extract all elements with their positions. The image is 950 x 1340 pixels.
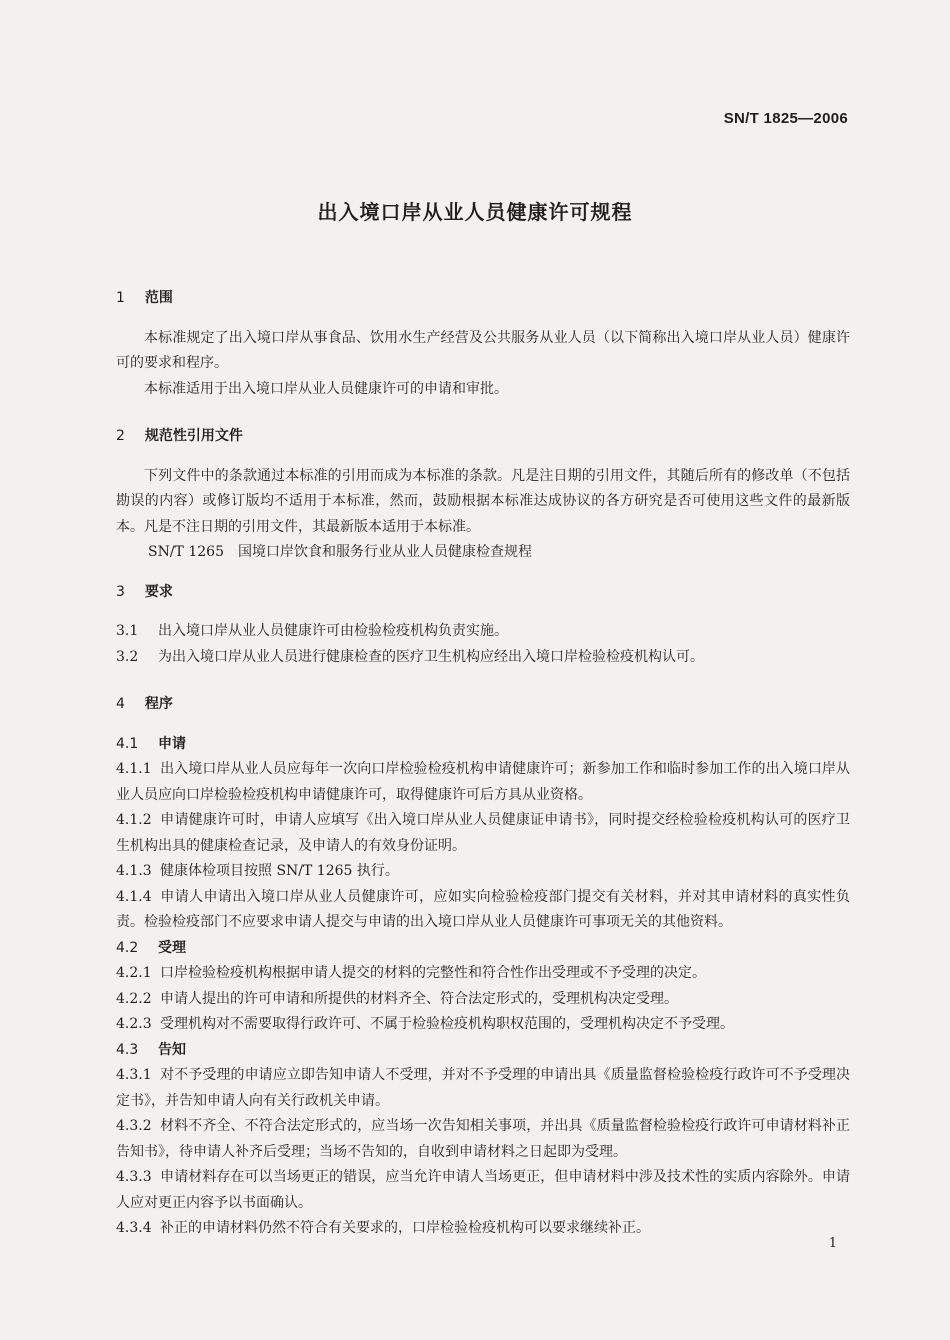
- clause-text: 申请人申请出入境口岸从业人员健康许可，应如实向检验检疫部门提交有关材料，并对其申请材料的真实性负责。检验检疫部门不应要求申请人提交与申请的出入境口岸从业人员健康许可事项无关的其他资料。: [116, 888, 850, 930]
- reference-entry: SN/T 1265 国境口岸饮食和服务行业从业人员健康检查规程: [148, 544, 532, 560]
- paragraph: 本标准适用于出入境口岸从业人员健康许可的申请和审批。: [144, 380, 508, 397]
- section-heading: [116, 580, 850, 606]
- clause-text: 对不予受理的申请应立即告知申请人不受理，并对不予受理的申请出具《质量监督检验检疫行政许可不予受理决定书》，并告知申请人向有关行政机关申请。: [116, 1067, 850, 1109]
- subsection-number: 4.2: [116, 939, 139, 956]
- document-body: [116, 278, 850, 1242]
- clause: [116, 987, 850, 1013]
- clause-text: 出入境口岸从业人员应每年一次向口岸检验检疫机构申请健康许可；新参加工作和临时参加工作的出入境口岸从业人员应向口岸检验检疫机构申请健康许可，取得健康许可后方具从业资格。: [116, 761, 850, 803]
- subsection-title: 受理: [158, 939, 186, 956]
- subsection-heading: [116, 1038, 850, 1064]
- clause: [116, 757, 850, 808]
- clause: [116, 961, 850, 987]
- clause: [116, 808, 850, 859]
- clause: [116, 1216, 850, 1242]
- clause: [116, 645, 850, 671]
- clause-text: 申请人提出的许可申请和所提供的材料齐全、符合法定形式的，受理机构决定受理。: [160, 990, 678, 1007]
- clause-number: 4.2.1: [116, 965, 152, 981]
- clause-number: 4.1.3: [116, 863, 152, 879]
- section-heading: [116, 424, 850, 450]
- clause: [116, 1012, 850, 1038]
- subsection-number: 4.1: [116, 735, 139, 752]
- clause-number: 4.3.1: [116, 1067, 152, 1083]
- clause-text: 出入境口岸从业人员健康许可由检验检疫机构负责实施。: [158, 623, 508, 639]
- paragraph: 下列文件中的条款通过本标准的引用而成为本标准的条款。凡是注日期的引用文件，其随后所有的修改单（不包括勘误的内容）或修订版均不适用于本标准，然而，鼓励根据本标准达成协议的各方研究是否可使用这些文件的最新版本。凡是不注日期的引用文件，其最新版本适用于本标准。: [116, 467, 850, 535]
- section-title: 要求: [144, 583, 173, 600]
- section-title: 规范性引用文件: [144, 428, 243, 444]
- clause-number: 3.2: [116, 648, 139, 665]
- section-number: 2: [116, 428, 125, 444]
- clause-text: 材料不齐全、不符合法定形式的，应当场一次告知相关事项，并出具《质量监督检验检疫行政许可申请材料补正告知书》，待申请人补齐后受理；当场不告知的，自收到申请材料之日起即为受理。: [116, 1118, 850, 1160]
- section-heading: [116, 692, 850, 718]
- clause: [116, 1063, 850, 1114]
- clause-text: 为出入境口岸从业人员进行健康检查的医疗卫生机构应经出入境口岸检验检疫机构认可。: [158, 648, 704, 665]
- clause-text: 口岸检验检疫机构根据申请人提交的材料的完整性和符合性作出受理或不予受理的决定。: [160, 965, 706, 981]
- clause-number: 4.3.3: [116, 1169, 152, 1185]
- section-title: 程序: [144, 696, 173, 712]
- clause-text: 补正的申请材料仍然不符合有关要求的，口岸检验检疫机构可以要求继续补正。: [160, 1220, 650, 1236]
- subsection-number: 4.3: [116, 1041, 139, 1058]
- clause-text: 申请健康许可时，申请人应填写《出入境口岸从业人员健康证申请书》，同时提交经检验检疫机构认可的医疗卫生机构出具的健康检查记录，及申请人的有效身份证明。: [116, 812, 850, 854]
- clause-number: 3.1: [116, 623, 139, 639]
- clause-number: 4.1.4: [116, 888, 152, 905]
- paragraph: 本标准规定了出入境口岸从事食品、饮用水生产经营及公共服务从业人员（以下简称出入境口岸从业人员）健康许可的要求和程序。: [116, 329, 850, 371]
- subsection-heading: [116, 732, 850, 758]
- clause-number: 4.2.3: [116, 1016, 152, 1032]
- clause-text: 申请材料存在可以当场更正的错误，应当允许申请人当场更正，但申请材料中涉及技术性的实质内容除外。申请人应对更正内容予以书面确认。: [116, 1169, 850, 1211]
- clause: [116, 859, 850, 885]
- document-title: 出入境口岸从业人员健康许可规程: [317, 200, 633, 224]
- clause-number: 4.3.4: [116, 1220, 152, 1236]
- clause: [116, 885, 850, 936]
- clause-text: 受理机构对不需要取得行政许可、不属于检验检疫机构职权范围的，受理机构决定不予受理。: [160, 1016, 734, 1032]
- clause-number: 4.1.1: [116, 761, 152, 777]
- subsection-heading: [116, 936, 850, 962]
- clause-number: 4.2.2: [116, 990, 152, 1007]
- page-number: 1: [828, 1236, 837, 1251]
- clause: [116, 1165, 850, 1216]
- clause-number: 4.1.2: [116, 812, 152, 828]
- clause-number: 4.3.2: [116, 1118, 152, 1134]
- section-number: 4: [116, 696, 125, 712]
- subsection-title: 告知: [158, 1041, 186, 1058]
- section-heading: [116, 286, 850, 312]
- standard-code: SN/T 1825—2006: [723, 110, 848, 127]
- clause-text: 健康体检项目按照 SN/T 1265 执行。: [160, 863, 399, 879]
- section-number: 1: [116, 290, 125, 306]
- clause: [116, 1114, 850, 1165]
- clause: [116, 619, 850, 645]
- section-number: 3: [116, 583, 125, 600]
- section-title: 范围: [144, 290, 173, 306]
- subsection-title: 申请: [158, 735, 186, 752]
